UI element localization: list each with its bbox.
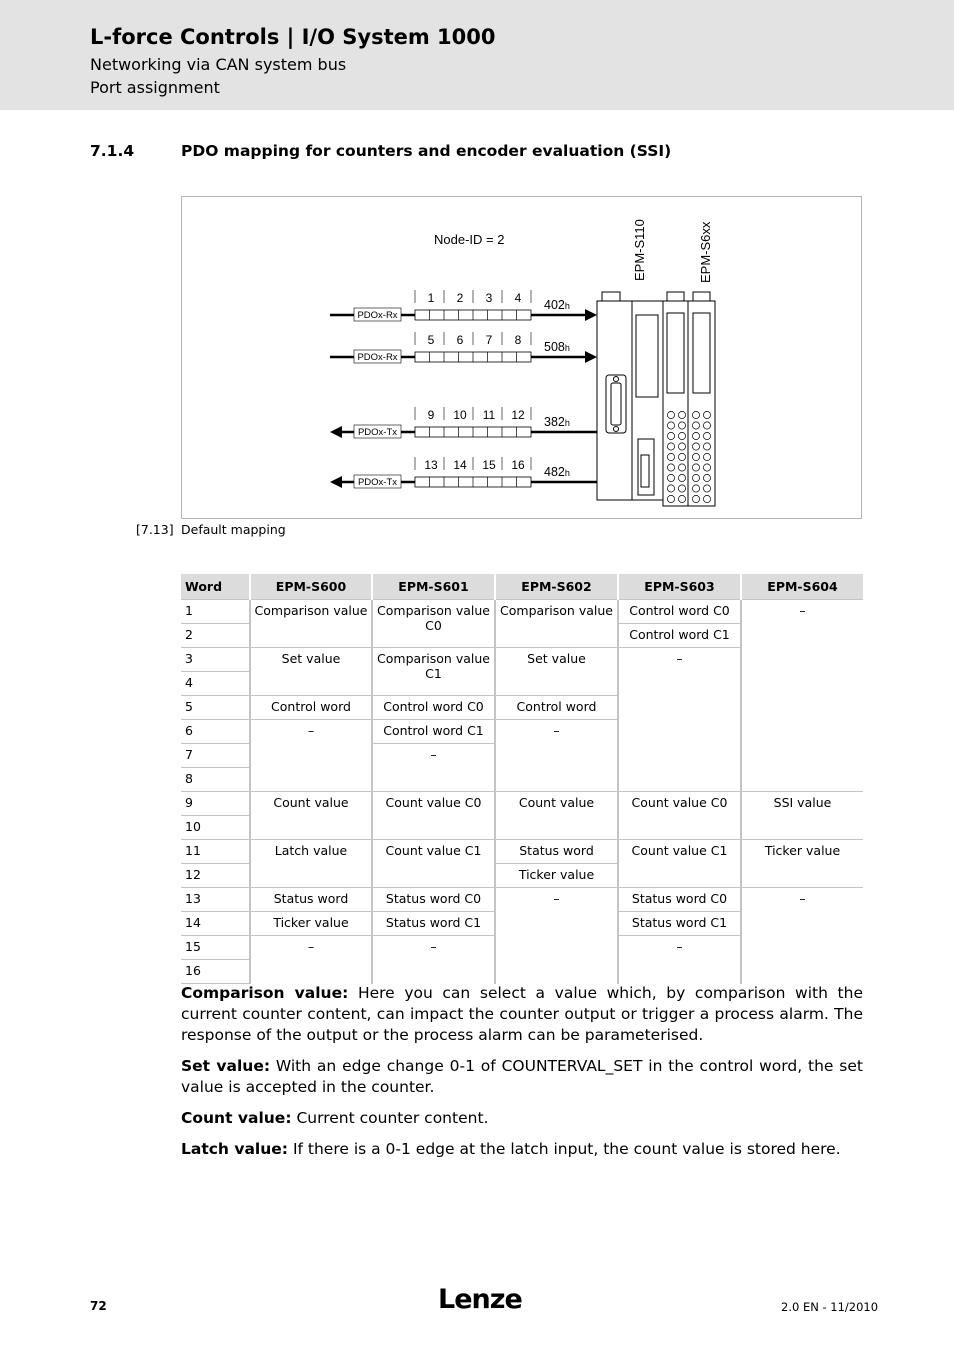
mapping-cell: Status word C1 <box>618 912 741 936</box>
mapping-cell: Status word C0 <box>618 888 741 912</box>
mapping-diagram <box>182 197 863 520</box>
word-cell: 11 <box>181 840 250 864</box>
pdo-word-number: 6 <box>456 333 464 347</box>
pdo-cob-id <box>544 465 570 479</box>
mapping-cell: Status word <box>250 888 372 912</box>
table-row <box>181 792 863 816</box>
table-row <box>181 840 863 864</box>
mapping-cell: Ticker value <box>741 840 863 888</box>
word-cell: 7 <box>181 744 250 768</box>
pdo-word-number: 13 <box>424 458 438 472</box>
word-cell: 3 <box>181 648 250 672</box>
mapping-cell: Status word C0 <box>372 888 495 912</box>
mapping-cell: Ticker value <box>250 912 372 936</box>
definition-term: Count value: <box>181 1109 292 1127</box>
mapping-cell: Control word C0 <box>618 600 741 624</box>
mapping-cell: Set value <box>495 648 618 696</box>
definition-text: Current counter content. <box>296 1109 489 1127</box>
word-cell: 13 <box>181 888 250 912</box>
definition-term: Latch value: <box>181 1140 288 1158</box>
mapping-cell: Ticker value <box>495 864 618 888</box>
pdo-word-number: 14 <box>453 458 467 472</box>
definition-term: Set value: <box>181 1057 271 1075</box>
pdo-label: PDOx-Rx <box>357 310 398 321</box>
section-title: PDO mapping for counters and encoder evaluation (SSI) <box>181 142 672 160</box>
definition-count-value <box>181 1108 863 1129</box>
cob-id-suffix: h <box>564 468 570 478</box>
pdo-word-number: 15 <box>482 458 496 472</box>
arrow-right-icon <box>585 309 597 321</box>
word-cell: 6 <box>181 720 250 744</box>
column-header: EPM-S601 <box>372 574 495 600</box>
pdo-word-number: 5 <box>427 333 435 347</box>
mapping-cell: Count value <box>250 792 372 840</box>
mapping-cell: – <box>250 936 372 984</box>
definition-text: If there is a 0-1 edge at the latch input, the count value is stored here. <box>292 1140 841 1158</box>
mapping-cell: – <box>618 648 741 792</box>
mapping-cell: Count value C1 <box>372 840 495 888</box>
table-header-row <box>181 574 863 600</box>
mapping-cell: Control word C1 <box>372 720 495 744</box>
pdo-row <box>330 290 597 321</box>
pdo-word-number: 11 <box>482 408 496 422</box>
table-row <box>181 888 863 912</box>
mapping-cell: Status word C1 <box>372 912 495 936</box>
pdo-cob-id <box>544 298 570 312</box>
mapping-cell: – <box>372 936 495 984</box>
pdo-cob-id <box>544 340 570 354</box>
mapping-cell: Count value <box>495 792 618 840</box>
word-cell: 8 <box>181 768 250 792</box>
definition-comparison-value <box>181 983 863 1046</box>
definition-set-value <box>181 1056 863 1098</box>
pdo-word-number: 12 <box>511 408 525 422</box>
column-header: Word <box>181 574 250 600</box>
lenze-logo: Lenze <box>438 1284 522 1315</box>
word-cell: 10 <box>181 816 250 840</box>
column-header: EPM-S604 <box>741 574 863 600</box>
pdo-word-number: 10 <box>453 408 467 422</box>
definition-text: Here you can select a value which, by comparison with the current counter content, can impact the counter output or trigger a process alarm. The response of the output or the process alarm can be parameterised. <box>181 984 863 1044</box>
word-cell: 14 <box>181 912 250 936</box>
pdo-word-number: 3 <box>485 291 493 305</box>
pdo-label: PDOx-Rx <box>357 352 398 363</box>
pdo-label: PDOx-Tx <box>357 427 398 438</box>
mapping-figure <box>181 196 862 519</box>
cob-id-value: 382 <box>544 415 565 429</box>
figure-caption: Default mapping <box>181 522 286 537</box>
word-cell: 4 <box>181 672 250 696</box>
page-number: 72 <box>90 1299 107 1313</box>
column-header: EPM-S602 <box>495 574 618 600</box>
document-version: 2.0 EN - 11/2010 <box>781 1300 879 1314</box>
word-cell: 5 <box>181 696 250 720</box>
mapping-cell: Control word C0 <box>372 696 495 720</box>
definition-latch-value <box>181 1139 863 1160</box>
column-header: EPM-S603 <box>618 574 741 600</box>
figure-number: [7.13] <box>136 522 174 537</box>
pdo-word-number: 9 <box>427 408 435 422</box>
mapping-cell: Comparison value <box>250 600 372 648</box>
word-cell: 1 <box>181 600 250 624</box>
io-module-hardware <box>597 292 715 506</box>
cob-id-suffix: h <box>564 343 570 353</box>
arrow-left-icon <box>330 476 342 488</box>
mapping-cell: – <box>495 720 618 792</box>
mapping-cell: SSI value <box>741 792 863 840</box>
pdo-word-number: 4 <box>514 291 522 305</box>
word-cell: 16 <box>181 960 250 984</box>
mapping-cell: Count value C0 <box>372 792 495 840</box>
definition-text: With an edge change 0-1 of COUNTERVAL_SET in the control word, the set value is accepted in the counter. <box>181 1057 863 1096</box>
pdo-word-number: 16 <box>511 458 525 472</box>
mapping-cell: Count value C0 <box>618 792 741 840</box>
mapping-cell: Set value <box>250 648 372 696</box>
mapping-cell: – <box>372 744 495 792</box>
mapping-cell: Comparison value C1 <box>372 648 495 696</box>
arrow-left-icon <box>330 426 342 438</box>
mapping-cell: Comparison value <box>495 600 618 648</box>
section-number: 7.1.4 <box>90 142 135 160</box>
word-cell: 2 <box>181 624 250 648</box>
pdo-label: PDOx-Tx <box>357 477 398 488</box>
word-cell: 15 <box>181 936 250 960</box>
cob-id-value: 482 <box>544 465 565 479</box>
mapping-cell: Control word <box>250 696 372 720</box>
table-row <box>181 600 863 624</box>
word-cell: 9 <box>181 792 250 816</box>
mapping-cell: – <box>741 888 863 984</box>
module-s110-label: EPM-S110 <box>632 219 647 281</box>
node-id-label: Node-ID = 2 <box>434 232 505 247</box>
definition-term: Comparison value: <box>181 984 349 1002</box>
pdo-row <box>330 332 597 363</box>
pdo-word-number: 1 <box>427 291 435 305</box>
mapping-cell: Control word C1 <box>618 624 741 648</box>
mapping-cell: – <box>250 720 372 792</box>
mapping-cell: Control word <box>495 696 618 720</box>
manual-title: L-force Controls | I/O System 1000 <box>90 25 496 49</box>
page-header <box>0 0 954 110</box>
cob-id-value: 508 <box>544 340 565 354</box>
pdo-word-number: 8 <box>514 333 522 347</box>
mapping-cell: Count value C1 <box>618 840 741 888</box>
mapping-cell: – <box>741 600 863 792</box>
chapter-title: Networking via CAN system bus <box>90 55 347 74</box>
cob-id-value: 402 <box>544 298 565 312</box>
mapping-cell: – <box>618 936 741 984</box>
pdo-word-number: 2 <box>456 291 464 305</box>
subchapter-title: Port assignment <box>90 78 220 97</box>
mapping-cell: Comparison value C0 <box>372 600 495 648</box>
word-cell: 12 <box>181 864 250 888</box>
pdo-row <box>330 407 597 438</box>
arrow-right-icon <box>585 351 597 363</box>
mapping-cell: – <box>495 888 618 984</box>
cob-id-suffix: h <box>564 418 570 428</box>
mapping-cell: Latch value <box>250 840 372 888</box>
module-s6xx-label: EPM-S6xx <box>698 221 713 283</box>
definitions <box>181 983 863 1170</box>
pdo-cob-id <box>544 415 570 429</box>
mapping-cell: Status word <box>495 840 618 864</box>
pdo-word-number: 7 <box>485 333 493 347</box>
cob-id-suffix: h <box>564 301 570 311</box>
pdo-row <box>330 457 597 488</box>
column-header: EPM-S600 <box>250 574 372 600</box>
pdo-mapping-table <box>181 574 863 984</box>
